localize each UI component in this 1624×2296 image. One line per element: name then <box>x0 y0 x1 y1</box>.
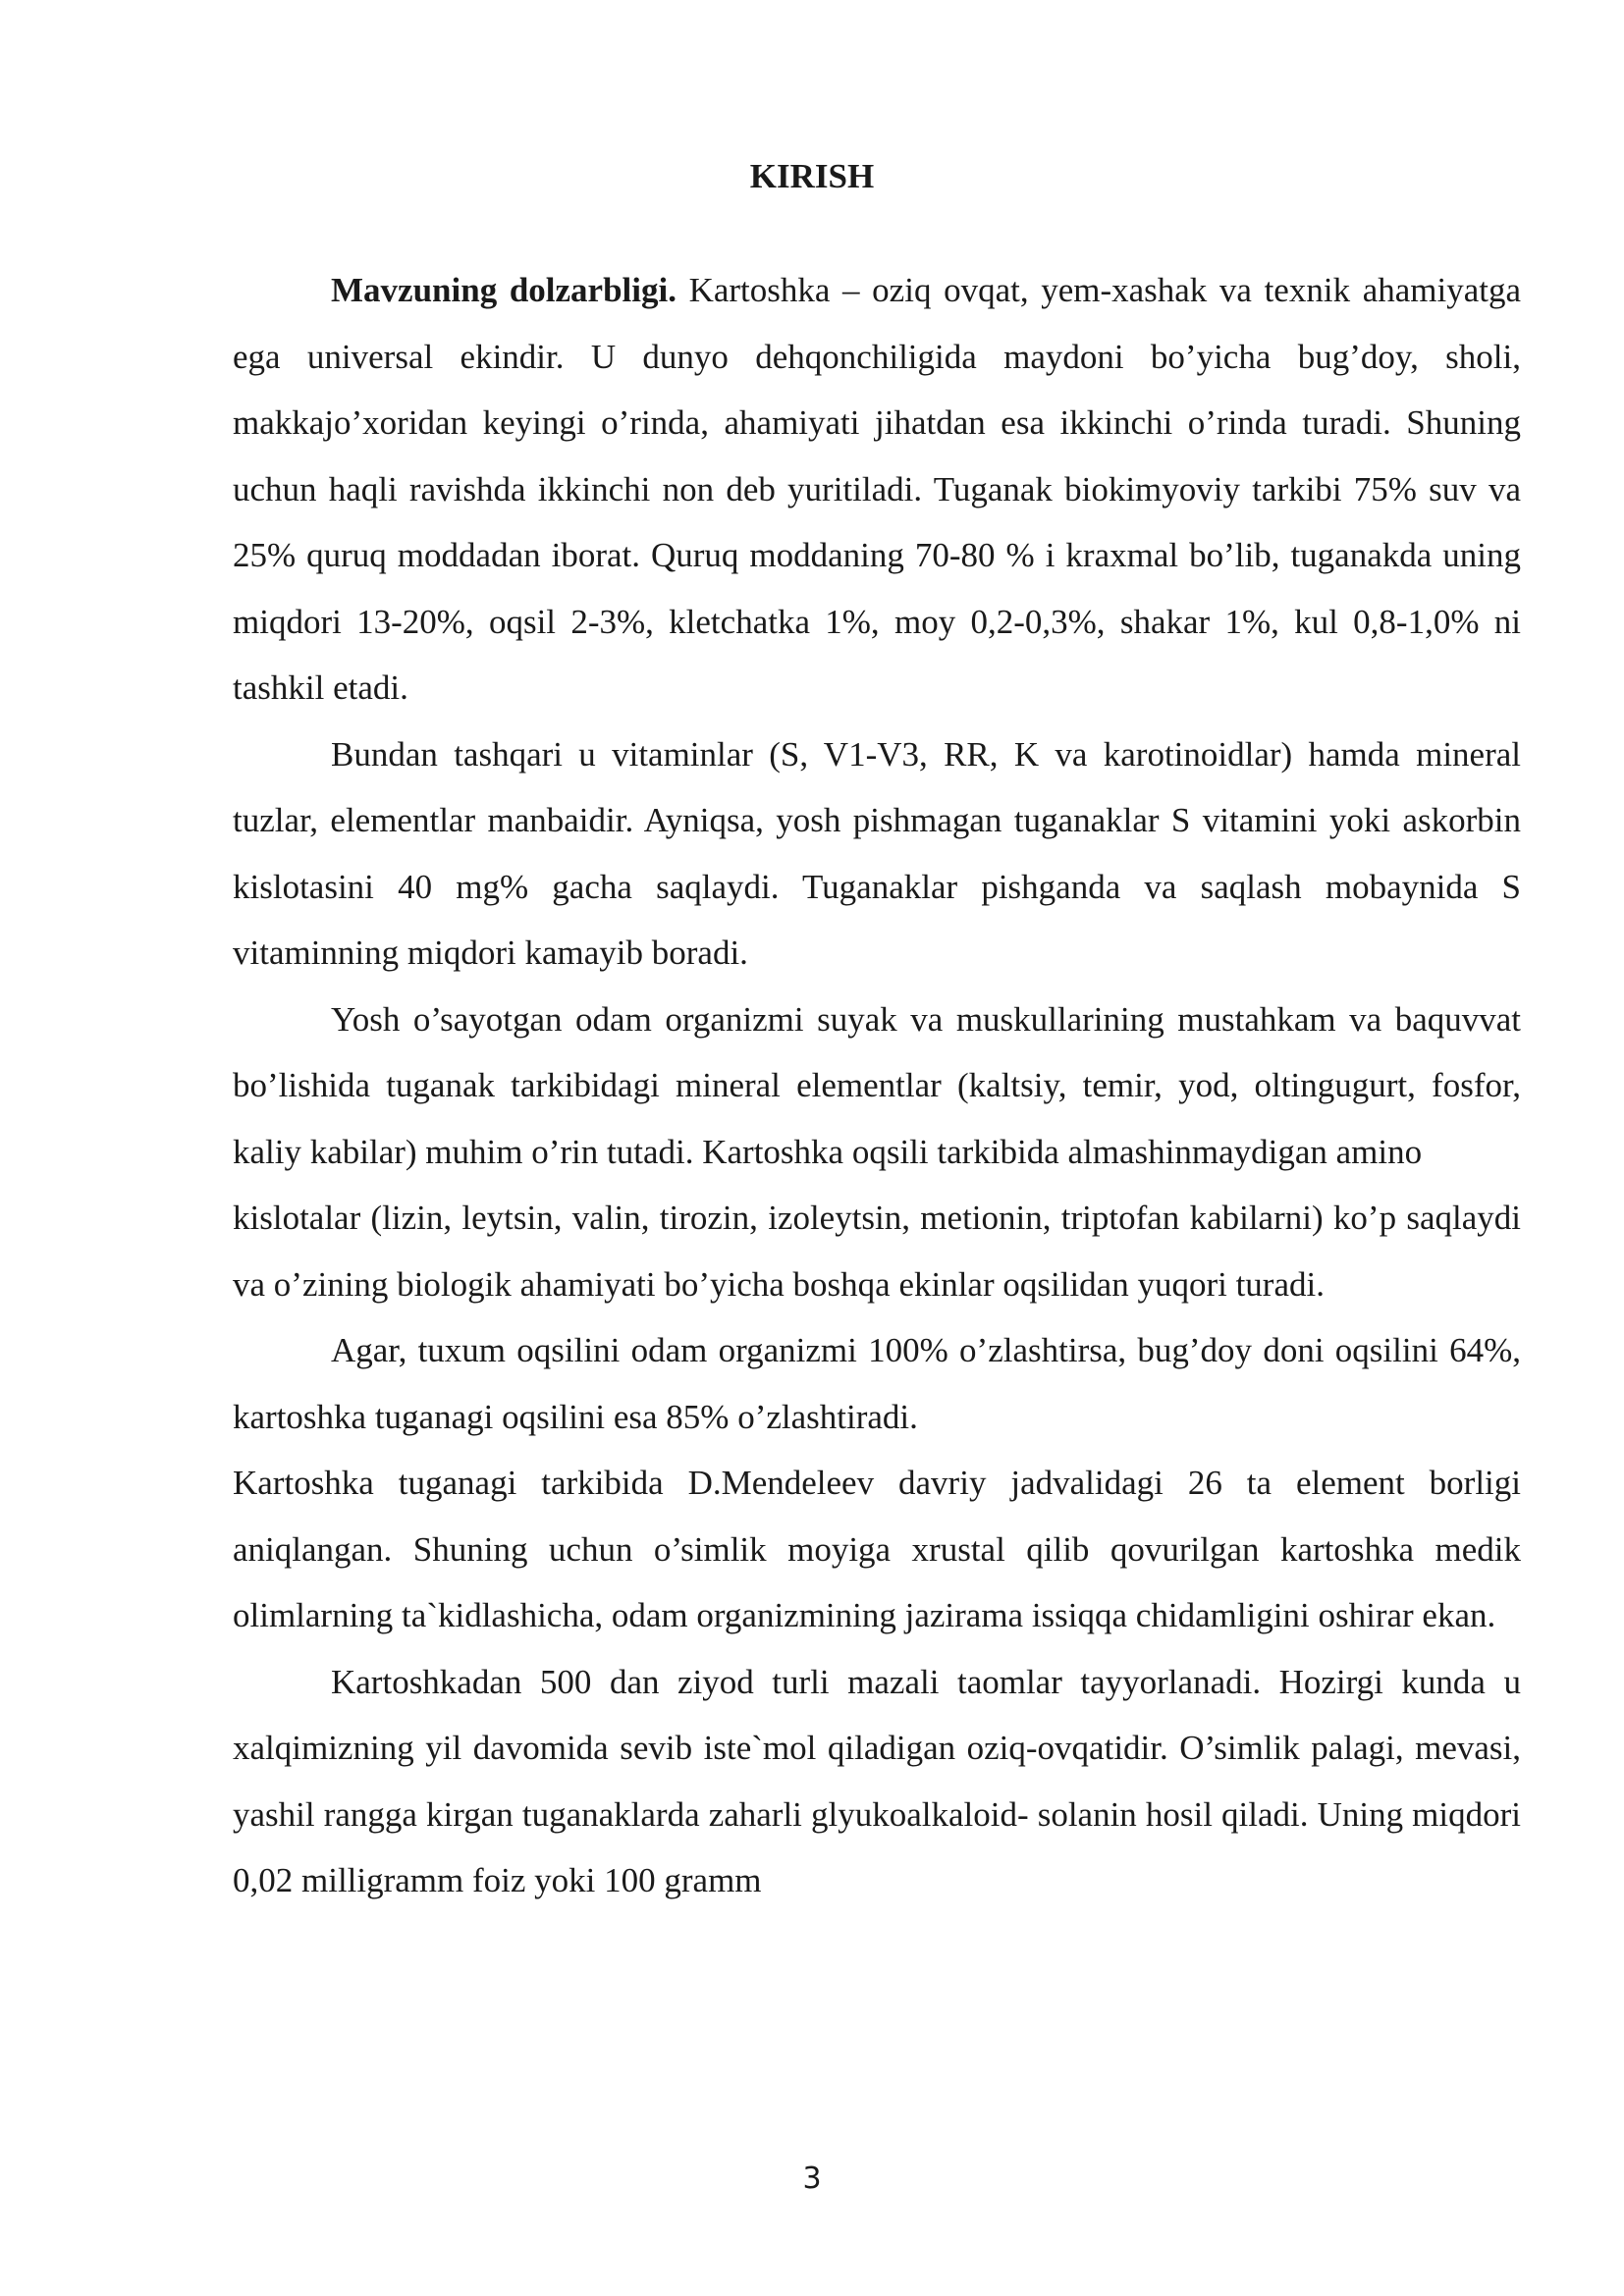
paragraph-dishes: Kartoshkadan 500 dan ziyod turli mazali taomlar tayyorlanadi. Hozirgi kunda u xalqimizning yil davomida sevib iste`mol qiladigan oziq-ovqatidir. O’simlik palagi, mevasi, yashil rangga kirgan tuganaklarda zaharli glyukoalkaloid- solanin hosil qiladi. Uning miqdori 0,02 milligramm foiz yoki 100 gramm <box>233 1662 1521 1899</box>
paragraph-amino-acids: kislotalar (lizin, leytsin, valin, tirozin, izoleytsin, metionin, triptofan kabilarni) ko’p saqlaydi va o’zining biologik ahamiyati bo’yicha boshqa ekinlar oqsilidan yuqori turadi. <box>233 1199 1521 1304</box>
paragraph-elements: Kartoshka tuganagi tarkibida D.Mendeleev davriy jadvalidagi 26 ta element borligi aniqlangan. Shuning uchun o’simlik moyiga xrustal qilib qovurilgan kartoshka medik olimlarning ta`kidlashicha, odam organizmining jazirama issiqqa chidamligini oshirar ekan. <box>233 1464 1521 1634</box>
paragraph-vitamins: Bundan tashqari u vitaminlar (S, V1-V3, RR, K va karotinoidlar) hamda mineral tuzlar, elementlar manbaidir. Ayniqsa, yosh pishmagan tuganaklar S vitamini yoki askorbin kislotasini 40 mg% gacha saqlaydi. Tuganaklar pishganda va saqlash mobaynida S vitaminning miqdori kamayib boradi. <box>233 734 1521 972</box>
paragraph-relevance <box>233 257 1521 721</box>
paragraph-text: Kartoshka – oziq ovqat, yem-xashak va texnik ahamiyatga ega universal ekindir. U dunyo dehqonchiligida maydoni bo’yicha bug’doy, sholi, makkajo’xoridan keyingi o’rinda, ahamiyati jihatdan esa ikkinchi o’rinda turadi. Shuning uchun haqli ravishda ikkinchi non deb yuritiladi. Tuganak biokimyoviy tarkibi 75% suv va 25% quruq moddadan iborat. Quruq moddaning 70-80 % i kraxmal bo’lib, tuganakda uning miqdori 13-20%, oqsil 2-3%, kletchatka 1%, moy 0,2-0,3%, shakar 1%, kul 0,8-1,0% ni tashkil etadi. <box>233 271 1522 707</box>
paragraph-minerals: Yosh o’sayotgan odam organizmi suyak va muskullarining mustahkam va baquvvat bo’lishida tuganak tarkibidagi mineral elementlar (kaltsiy, temir, yod, oltingugurt, fosfor, kaliy kabilar) muhim o’rin tutadi. Kartoshka oqsili tarkibida almashinmaydigan amino <box>233 999 1521 1171</box>
section-title: KIRISH <box>749 157 875 195</box>
page-number: 3 <box>802 2162 822 2196</box>
paragraph-lead: Mavzuning dolzarbligi. <box>331 271 677 309</box>
paragraph-protein: Agar, tuxum oqsilini odam organizmi 100% o’zlashtirsa, bug’doy doni oqsilini 64%, kartoshka tuganagi oqsilini esa 85% o’zlashtiradi. <box>233 1331 1521 1436</box>
body-text <box>233 257 1521 1914</box>
